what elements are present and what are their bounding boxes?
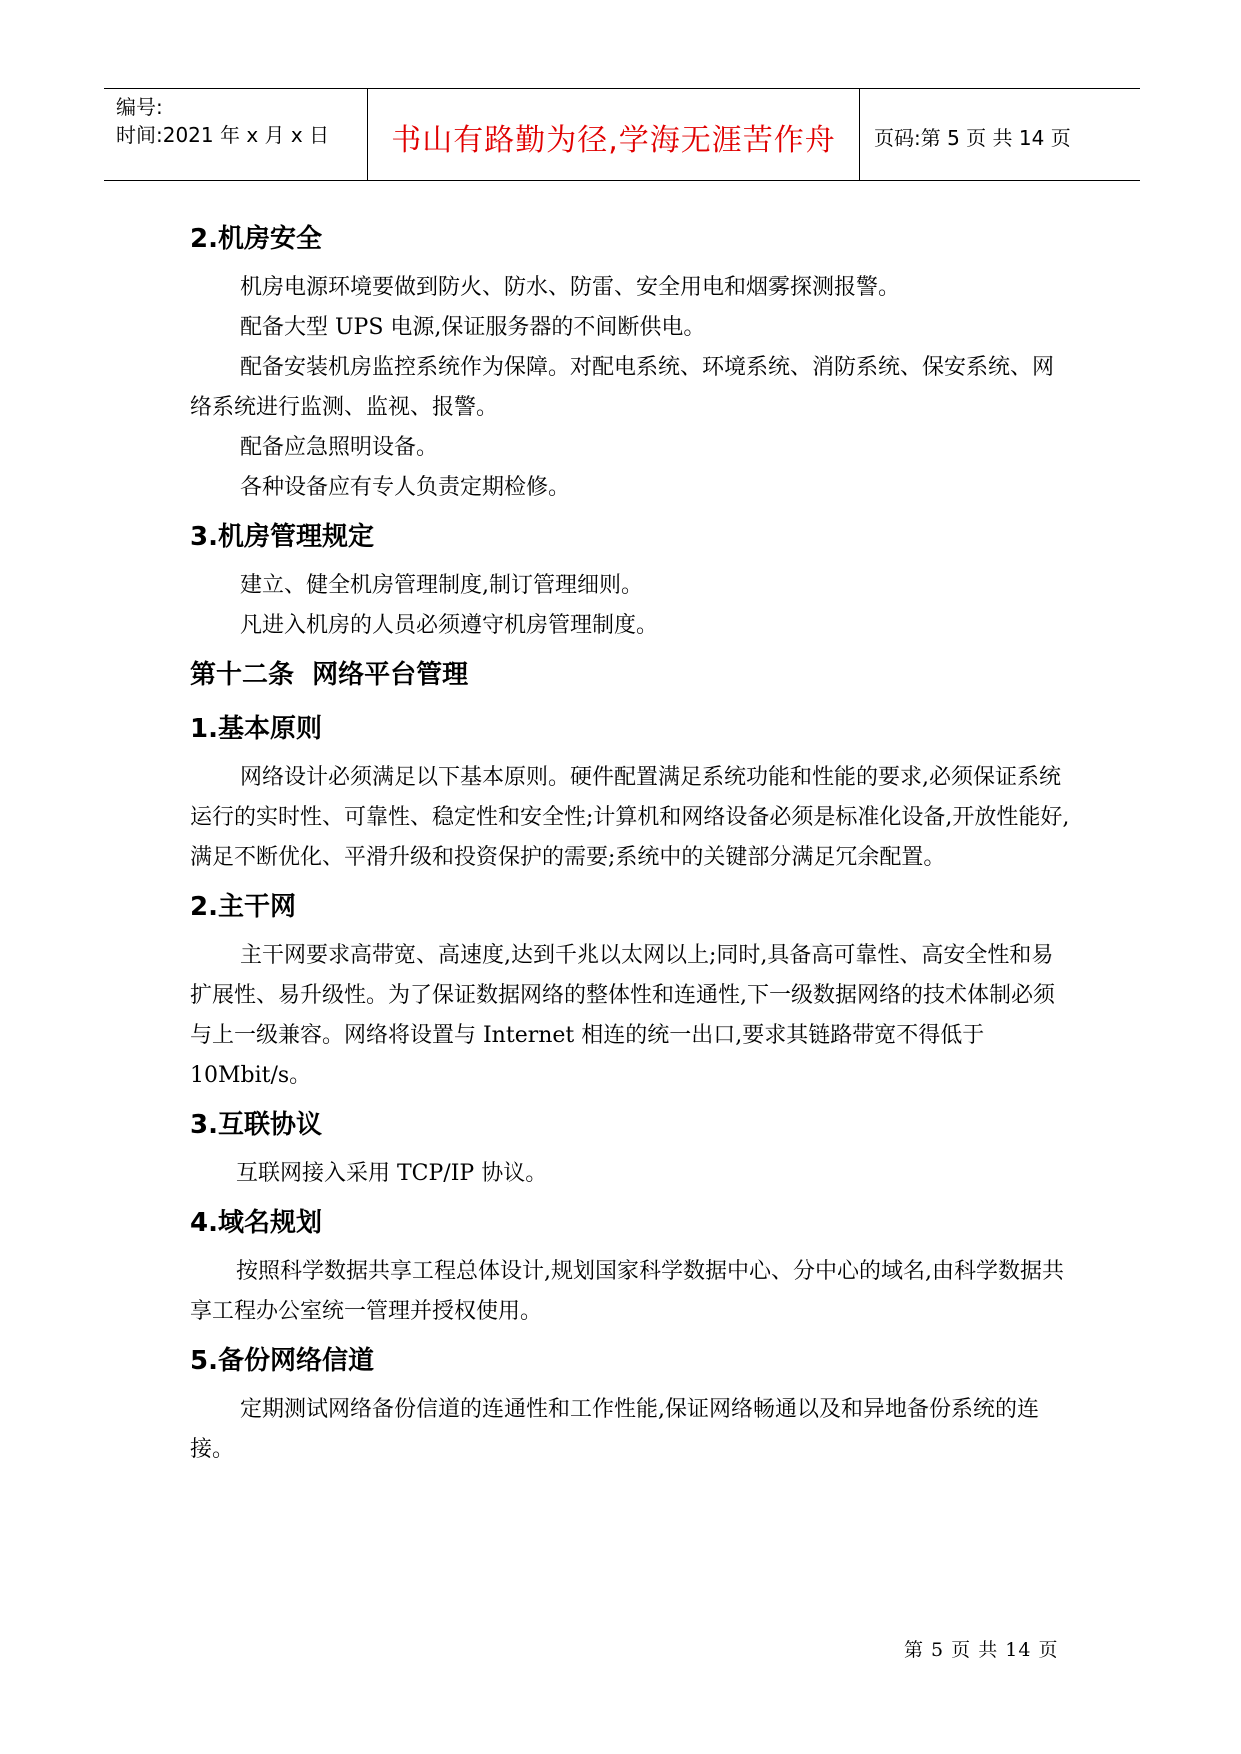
page-footer: 第 5 页 共 14 页 bbox=[904, 1639, 1059, 1661]
header-page-info: 页码:第 5 页 共 14 页 bbox=[874, 126, 1071, 150]
section-heading: 5.备份网络信道 bbox=[190, 1346, 374, 1376]
paragraph: 按照科学数据共享工程总体设计,规划国家科学数据中心、分中心的域名,由科学数据共享工程办公室统一管理并授权使用。 bbox=[190, 1259, 1064, 1324]
section-heading: 2.主干网 bbox=[190, 892, 296, 922]
section-heading: 3.机房管理规定 bbox=[190, 522, 374, 552]
paragraph: 互联网接入采用 TCP/IP 协议。 bbox=[236, 1161, 548, 1186]
section-heading: 1.基本原则 bbox=[190, 714, 322, 744]
header-meta bbox=[104, 89, 368, 180]
paragraph: 配备大型 UPS 电源,保证服务器的不间断供电。 bbox=[240, 315, 706, 340]
header-page-info-cell bbox=[860, 89, 1140, 180]
document-number-label: 编号: bbox=[116, 95, 163, 119]
paragraph: 网络设计必须满足以下基本原则。硬件配置满足系统功能和性能的要求,必须保证系统运行的实时性、可靠性、稳定性和安全性;计算机和网络设备必须是标准化设备,开放性能好,满足不断优化、平滑升级和投资保护的需要;系统中的关键部分满足冗余配置。 bbox=[190, 765, 1070, 870]
paragraph: 机房电源环境要做到防火、防水、防雷、安全用电和烟雾探测报警。 bbox=[240, 275, 901, 300]
section-room-security bbox=[190, 222, 1070, 508]
section-basic-principles bbox=[190, 712, 1070, 878]
section-heading: 2.机房安全 bbox=[190, 224, 322, 254]
section-heading: 4.域名规划 bbox=[190, 1208, 322, 1238]
document-time-label: 时间:2021 年 x 月 x 日 bbox=[116, 123, 330, 147]
section-backup-channel bbox=[190, 1344, 1070, 1470]
section-room-rules bbox=[190, 520, 1070, 646]
section-domain-planning bbox=[190, 1206, 1070, 1332]
paragraph: 主干网要求高带宽、高速度,达到千兆以太网以上;同时,具备高可靠性、高安全性和易扩展性、易升级性。为了保证数据网络的整体性和连通性,下一级数据网络的技术体制必须与上一级兼容。网络将设置与 Internet 相连的统一出口,要求其链路带宽不得低于 10Mbit/s。 bbox=[190, 943, 1055, 1088]
paragraph: 建立、健全机房管理制度,制订管理细则。 bbox=[240, 573, 643, 598]
article-network-platform bbox=[190, 658, 1070, 692]
paragraph: 凡进入机房的人员必须遵守机房管理制度。 bbox=[240, 613, 659, 638]
paragraph: 配备应急照明设备。 bbox=[240, 435, 439, 460]
section-heading: 3.互联协议 bbox=[190, 1110, 322, 1140]
section-protocol bbox=[190, 1108, 1070, 1194]
section-backbone bbox=[190, 890, 1070, 1096]
header-motto-cell bbox=[368, 89, 860, 180]
page-header bbox=[104, 88, 1140, 181]
paragraph: 定期测试网络备份信道的连通性和工作性能,保证网络畅通以及和异地备份系统的连接。 bbox=[190, 1397, 1039, 1462]
header-motto: 书山有路勤为径,学海无涯苦作舟 bbox=[391, 122, 836, 158]
paragraph: 各种设备应有专人负责定期检修。 bbox=[240, 475, 571, 500]
document-body bbox=[190, 222, 1070, 1470]
paragraph: 配备安装机房监控系统作为保障。对配电系统、环境系统、消防系统、保安系统、网络系统进行监测、监视、报警。 bbox=[190, 355, 1055, 420]
article-heading: 第十二条 网络平台管理 bbox=[190, 660, 469, 690]
